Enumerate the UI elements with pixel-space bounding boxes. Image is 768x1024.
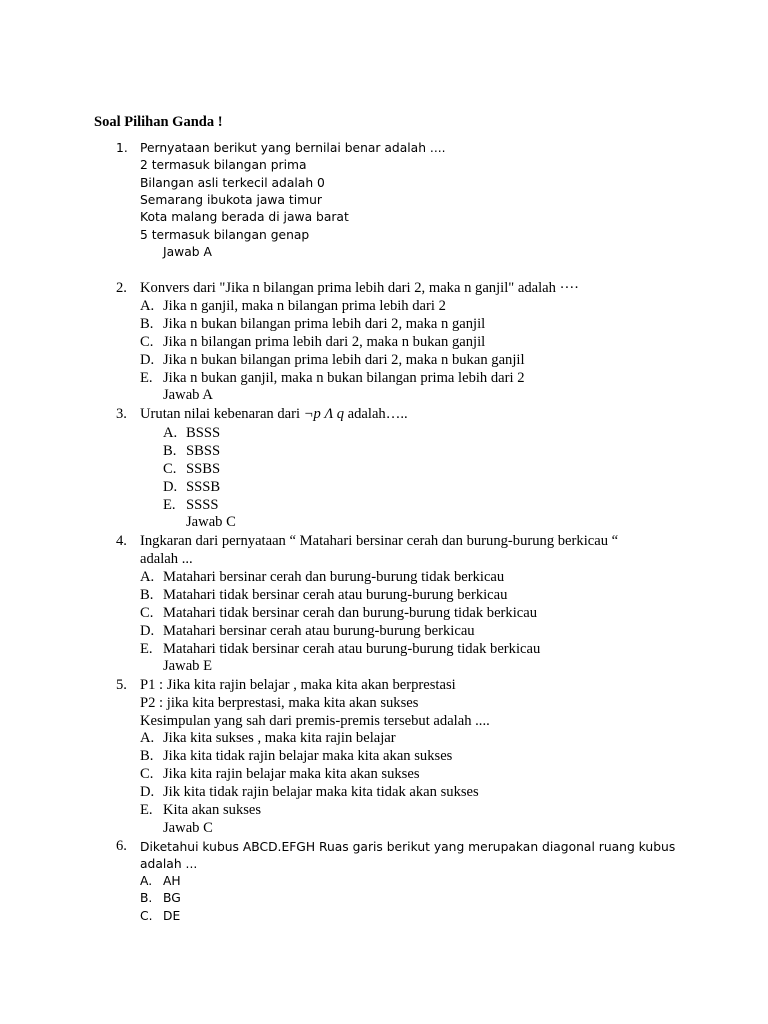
statement-item: Bilangan asli terkecil adalah 0 [140,176,325,190]
answer-key: Jawab A [163,245,212,259]
option-text: AH [163,874,181,888]
option-text: SBSS [186,443,221,459]
premise-2: P2 : jika kita berprestasi, maka kita akan sukses [140,695,419,711]
question-number: 4. [116,533,127,549]
stem-text: Urutan nilai kebenaran dari [140,406,304,422]
premise-1: P1 : Jika kita rajin belajar , maka kita akan berprestasi [140,677,456,693]
option-letter: E. [140,802,153,818]
option-letter: B. [140,748,154,764]
question-stem: Kesimpulan yang sah dari premis-premis tersebut adalah .... [140,713,490,729]
option-letter: E. [163,497,176,513]
option-letter: D. [140,623,155,639]
option-letter: D. [140,784,155,800]
option-letter: B. [140,891,153,905]
option-text: Jika kita sukses , maka kita rajin belajar [163,730,396,746]
option-letter: A. [140,569,155,585]
option-letter: B. [163,443,177,459]
option-letter: A. [140,298,155,314]
option-letter: D. [163,479,178,495]
question-stem: Ingkaran dari pernyataan “ Matahari bersinar cerah dan burung-burung berkicau “ [140,533,619,549]
option-text: SSSB [186,479,221,495]
option-text: SSBS [186,461,221,477]
option-letter: B. [140,587,154,603]
option-letter: E. [140,641,153,657]
question-number: 2. [116,280,127,296]
option-text: DE [163,909,181,923]
question-stem: Diketahui kubus ABCD.EFGH Ruas garis berikut yang merupakan diagonal ruang kubus [140,840,676,854]
option-text: BSSS [186,425,221,441]
question-number: 6. [116,838,127,854]
option-text: Matahari tidak bersinar cerah dan burung-burung tidak berkicau [163,605,538,621]
answer-key: Jawab E [163,658,213,674]
statement-item: Kota malang berada di jawa barat [140,210,349,224]
question-stem [140,405,408,423]
math-expression: ¬p Λ q [303,406,344,422]
question-stem: Konvers dari "Jika n bilangan prima lebih dari 2, maka n ganjil" adalah ···· [140,280,580,296]
option-text: Matahari tidak bersinar cerah atau burung-burung tidak berkicau [163,641,541,657]
option-letter: E. [140,370,153,386]
option-text: Jika kita rajin belajar maka kita akan sukses [163,766,420,782]
question-stem: adalah ... [140,551,193,567]
option-letter: C. [140,909,153,923]
option-letter: D. [140,352,155,368]
option-text: Matahari tidak bersinar cerah atau burung-burung berkicau [163,587,508,603]
answer-key: Jawab C [186,514,236,530]
option-letter: A. [163,425,178,441]
page-title: Soal Pilihan Ganda ! [94,114,223,130]
option-letter: C. [140,766,154,782]
option-text: Jika n bukan bilangan prima lebih dari 2, maka n ganjil [163,316,486,332]
option-text: Matahari bersinar cerah atau burung-burung berkicau [163,623,475,639]
option-text: Jik kita tidak rajin belajar maka kita tidak akan sukses [163,784,479,800]
statement-item: Semarang ibukota jawa timur [140,193,322,207]
question-stem: Pernyataan berikut yang bernilai benar adalah .... [140,141,446,155]
option-text: BG [163,891,181,905]
option-letter: C. [140,605,154,621]
statement-item: 5 termasuk bilangan genap [140,228,310,242]
answer-key: Jawab C [163,820,213,836]
option-text: Jika n bilangan prima lebih dari 2, maka n bukan ganjil [163,334,486,350]
option-text: Jika kita tidak rajin belajar maka kita akan sukses [163,748,453,764]
option-letter: A. [140,874,153,888]
question-stem: adalah ... [140,857,198,871]
option-text: SSSS [186,497,219,513]
option-text: Jika n ganjil, maka n bilangan prima lebih dari 2 [163,298,446,314]
option-text: Matahari bersinar cerah dan burung-burung tidak berkicau [163,569,505,585]
answer-key: Jawab A [163,387,213,403]
question-number: 5. [116,677,127,693]
option-letter: C. [163,461,177,477]
statement-item: 2 termasuk bilangan prima [140,158,307,172]
option-text: Jika n bukan ganjil, maka n bukan bilangan prima lebih dari 2 [163,370,525,386]
option-letter: B. [140,316,154,332]
option-text: Jika n bukan bilangan prima lebih dari 2, maka n bukan ganjil [163,352,525,368]
option-letter: A. [140,730,155,746]
option-text: Kita akan sukses [163,802,262,818]
option-letter: C. [140,334,154,350]
question-number: 3. [116,406,127,422]
stem-text: adalah….. [344,406,408,422]
question-number: 1. [116,141,128,155]
